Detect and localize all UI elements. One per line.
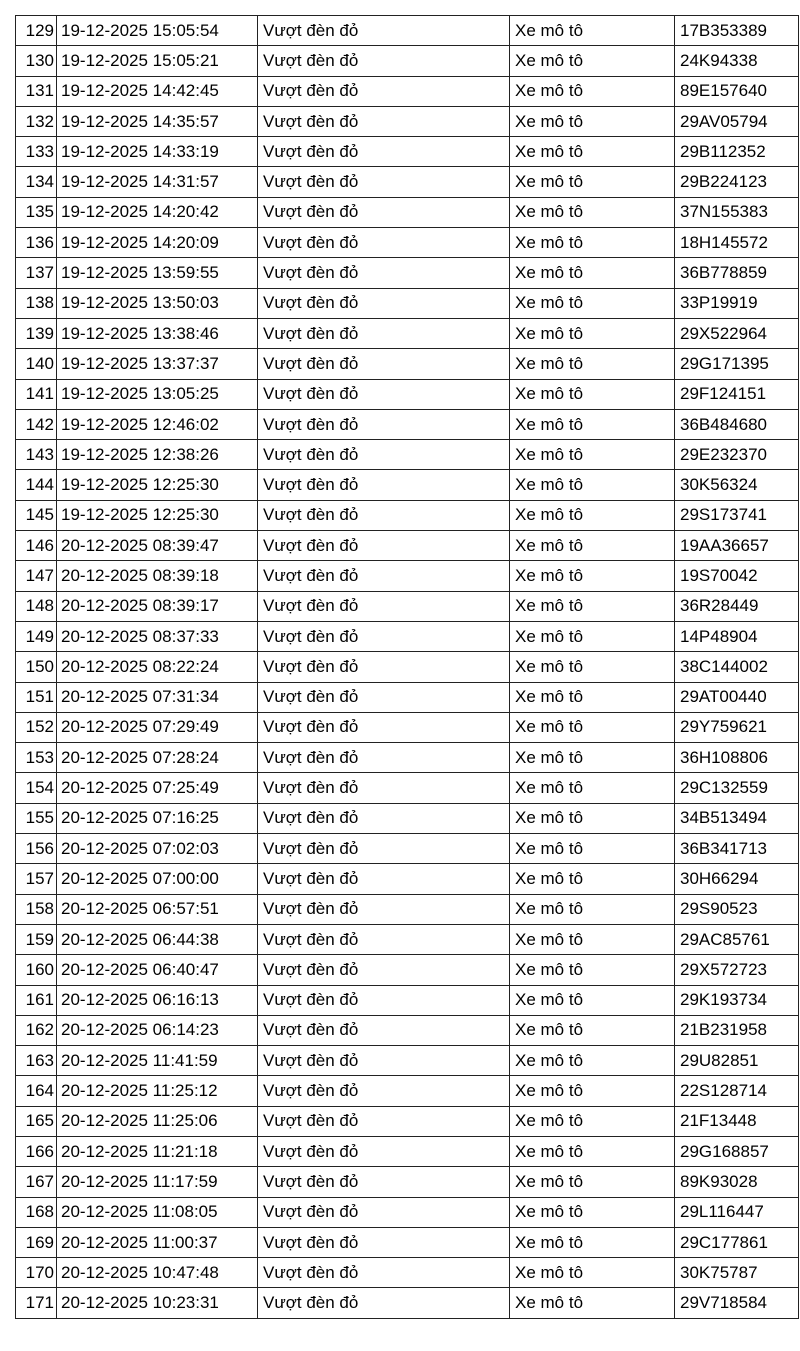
table-row [16,561,799,591]
vehicle-type-cell: Xe mô tô [510,985,675,1015]
license-plate-cell: 29AC85761 [675,924,799,954]
license-plate-cell: 18H145572 [675,228,799,258]
timestamp-cell: 20-12-2025 07:00:00 [57,864,258,894]
vehicle-type-cell: Xe mô tô [510,1015,675,1045]
license-plate-cell: 29U82851 [675,1046,799,1076]
table-row [16,652,799,682]
row-number-cell: 139 [16,318,57,348]
vehicle-type-cell: Xe mô tô [510,16,675,46]
timestamp-cell: 19-12-2025 14:33:19 [57,137,258,167]
timestamp-cell: 19-12-2025 13:59:55 [57,258,258,288]
vehicle-type-cell: Xe mô tô [510,228,675,258]
violation-cell: Vượt đèn đỏ [258,1076,510,1106]
table-row [16,1288,799,1318]
timestamp-cell: 20-12-2025 06:57:51 [57,894,258,924]
table-row [16,470,799,500]
table-row [16,228,799,258]
row-number-cell: 155 [16,803,57,833]
timestamp-cell: 20-12-2025 11:41:59 [57,1046,258,1076]
violation-cell: Vượt đèn đỏ [258,652,510,682]
license-plate-cell: 38C144002 [675,652,799,682]
table-row [16,1258,799,1288]
violation-cell: Vượt đèn đỏ [258,1227,510,1257]
row-number-cell: 148 [16,591,57,621]
timestamp-cell: 19-12-2025 13:37:37 [57,349,258,379]
timestamp-cell: 19-12-2025 14:31:57 [57,167,258,197]
timestamp-cell: 20-12-2025 07:16:25 [57,803,258,833]
timestamp-cell: 19-12-2025 12:46:02 [57,409,258,439]
license-plate-cell: 29AT00440 [675,682,799,712]
violation-cell: Vượt đèn đỏ [258,46,510,76]
row-number-cell: 138 [16,288,57,318]
license-plate-cell: 34B513494 [675,803,799,833]
table-row [16,1106,799,1136]
timestamp-cell: 19-12-2025 12:38:26 [57,440,258,470]
table-row [16,1046,799,1076]
vehicle-type-cell: Xe mô tô [510,864,675,894]
vehicle-type-cell: Xe mô tô [510,1076,675,1106]
table-row [16,621,799,651]
timestamp-cell: 19-12-2025 15:05:54 [57,16,258,46]
row-number-cell: 153 [16,743,57,773]
violation-cell: Vượt đèn đỏ [258,379,510,409]
license-plate-cell: 17B353389 [675,16,799,46]
row-number-cell: 129 [16,16,57,46]
row-number-cell: 171 [16,1288,57,1318]
violation-cell: Vượt đèn đỏ [258,318,510,348]
table-row [16,349,799,379]
table-row [16,1015,799,1045]
license-plate-cell: 29L116447 [675,1197,799,1227]
violation-cell: Vượt đèn đỏ [258,288,510,318]
violation-cell: Vượt đèn đỏ [258,803,510,833]
license-plate-cell: 29G171395 [675,349,799,379]
vehicle-type-cell: Xe mô tô [510,137,675,167]
license-plate-cell: 36B484680 [675,409,799,439]
vehicle-type-cell: Xe mô tô [510,470,675,500]
vehicle-type-cell: Xe mô tô [510,349,675,379]
row-number-cell: 168 [16,1197,57,1227]
vehicle-type-cell: Xe mô tô [510,1288,675,1318]
timestamp-cell: 20-12-2025 11:21:18 [57,1136,258,1166]
row-number-cell: 133 [16,137,57,167]
vehicle-type-cell: Xe mô tô [510,1136,675,1166]
row-number-cell: 154 [16,773,57,803]
row-number-cell: 149 [16,621,57,651]
timestamp-cell: 20-12-2025 11:08:05 [57,1197,258,1227]
violation-cell: Vượt đèn đỏ [258,76,510,106]
violation-cell: Vượt đèn đỏ [258,1046,510,1076]
vehicle-type-cell: Xe mô tô [510,621,675,651]
vehicle-type-cell: Xe mô tô [510,1227,675,1257]
license-plate-cell: 89E157640 [675,76,799,106]
violation-cell: Vượt đèn đỏ [258,743,510,773]
table-row [16,864,799,894]
table-row [16,955,799,985]
violation-cell: Vượt đèn đỏ [258,440,510,470]
vehicle-type-cell: Xe mô tô [510,318,675,348]
table-row [16,682,799,712]
license-plate-cell: 29B112352 [675,137,799,167]
timestamp-cell: 20-12-2025 11:25:06 [57,1106,258,1136]
timestamp-cell: 20-12-2025 11:25:12 [57,1076,258,1106]
vehicle-type-cell: Xe mô tô [510,106,675,136]
table-row [16,712,799,742]
table-row [16,743,799,773]
table-row [16,258,799,288]
license-plate-cell: 29C132559 [675,773,799,803]
table-row [16,924,799,954]
license-plate-cell: 30K75787 [675,1258,799,1288]
vehicle-type-cell: Xe mô tô [510,197,675,227]
violation-cell: Vượt đèn đỏ [258,924,510,954]
table-row [16,773,799,803]
row-number-cell: 164 [16,1076,57,1106]
license-plate-cell: 37N155383 [675,197,799,227]
violation-cell: Vượt đèn đỏ [258,228,510,258]
row-number-cell: 163 [16,1046,57,1076]
table-row [16,803,799,833]
row-number-cell: 137 [16,258,57,288]
row-number-cell: 158 [16,894,57,924]
table-row [16,591,799,621]
table-row [16,1167,799,1197]
vehicle-type-cell: Xe mô tô [510,440,675,470]
vehicle-type-cell: Xe mô tô [510,46,675,76]
license-plate-cell: 36H108806 [675,743,799,773]
table-row [16,985,799,1015]
violation-cell: Vượt đèn đỏ [258,16,510,46]
license-plate-cell: 30K56324 [675,470,799,500]
license-plate-cell: 19AA36657 [675,531,799,561]
vehicle-type-cell: Xe mô tô [510,1167,675,1197]
row-number-cell: 151 [16,682,57,712]
license-plate-cell: 22S128714 [675,1076,799,1106]
row-number-cell: 152 [16,712,57,742]
vehicle-type-cell: Xe mô tô [510,409,675,439]
vehicle-type-cell: Xe mô tô [510,561,675,591]
violation-cell: Vượt đèn đỏ [258,1197,510,1227]
table-row [16,288,799,318]
timestamp-cell: 20-12-2025 07:25:49 [57,773,258,803]
row-number-cell: 146 [16,531,57,561]
row-number-cell: 150 [16,652,57,682]
table-row [16,76,799,106]
row-number-cell: 156 [16,834,57,864]
vehicle-type-cell: Xe mô tô [510,531,675,561]
vehicle-type-cell: Xe mô tô [510,924,675,954]
row-number-cell: 160 [16,955,57,985]
table-row [16,318,799,348]
license-plate-cell: 29X522964 [675,318,799,348]
table-row [16,440,799,470]
vehicle-type-cell: Xe mô tô [510,1197,675,1227]
timestamp-cell: 20-12-2025 06:14:23 [57,1015,258,1045]
violation-cell: Vượt đèn đỏ [258,197,510,227]
timestamp-cell: 19-12-2025 14:20:42 [57,197,258,227]
table-row [16,46,799,76]
license-plate-cell: 33P19919 [675,288,799,318]
table-row [16,1076,799,1106]
license-plate-cell: 36B778859 [675,258,799,288]
timestamp-cell: 19-12-2025 12:25:30 [57,470,258,500]
row-number-cell: 157 [16,864,57,894]
row-number-cell: 159 [16,924,57,954]
violation-cell: Vượt đèn đỏ [258,349,510,379]
license-plate-cell: 29B224123 [675,167,799,197]
row-number-cell: 170 [16,1258,57,1288]
row-number-cell: 165 [16,1106,57,1136]
timestamp-cell: 19-12-2025 13:05:25 [57,379,258,409]
row-number-cell: 131 [16,76,57,106]
row-number-cell: 167 [16,1167,57,1197]
timestamp-cell: 20-12-2025 08:39:17 [57,591,258,621]
vehicle-type-cell: Xe mô tô [510,379,675,409]
timestamp-cell: 19-12-2025 14:42:45 [57,76,258,106]
vehicle-type-cell: Xe mô tô [510,500,675,530]
timestamp-cell: 20-12-2025 06:40:47 [57,955,258,985]
row-number-cell: 136 [16,228,57,258]
table-row [16,197,799,227]
license-plate-cell: 29C177861 [675,1227,799,1257]
timestamp-cell: 19-12-2025 13:50:03 [57,288,258,318]
table-row [16,409,799,439]
timestamp-cell: 20-12-2025 07:31:34 [57,682,258,712]
violation-cell: Vượt đèn đỏ [258,621,510,651]
license-plate-cell: 29AV05794 [675,106,799,136]
violation-cell: Vượt đèn đỏ [258,1015,510,1045]
vehicle-type-cell: Xe mô tô [510,258,675,288]
row-number-cell: 147 [16,561,57,591]
table-row [16,16,799,46]
vehicle-type-cell: Xe mô tô [510,773,675,803]
timestamp-cell: 19-12-2025 12:25:30 [57,500,258,530]
vehicle-type-cell: Xe mô tô [510,803,675,833]
license-plate-cell: 29V718584 [675,1288,799,1318]
license-plate-cell: 19S70042 [675,561,799,591]
table-row [16,1197,799,1227]
vehicle-type-cell: Xe mô tô [510,591,675,621]
license-plate-cell: 29G168857 [675,1136,799,1166]
vehicle-type-cell: Xe mô tô [510,76,675,106]
violation-cell: Vượt đèn đỏ [258,773,510,803]
table-row [16,531,799,561]
vehicle-type-cell: Xe mô tô [510,1046,675,1076]
license-plate-cell: 21B231958 [675,1015,799,1045]
license-plate-cell: 29S90523 [675,894,799,924]
violation-cell: Vượt đèn đỏ [258,1167,510,1197]
violation-cell: Vượt đèn đỏ [258,894,510,924]
license-plate-cell: 14P48904 [675,621,799,651]
violations-table [15,15,799,1319]
violation-cell: Vượt đèn đỏ [258,682,510,712]
license-plate-cell: 36B341713 [675,834,799,864]
vehicle-type-cell: Xe mô tô [510,834,675,864]
row-number-cell: 166 [16,1136,57,1166]
vehicle-type-cell: Xe mô tô [510,167,675,197]
violation-cell: Vượt đèn đỏ [258,1288,510,1318]
timestamp-cell: 19-12-2025 14:20:09 [57,228,258,258]
violation-cell: Vượt đèn đỏ [258,137,510,167]
vehicle-type-cell: Xe mô tô [510,955,675,985]
table-row [16,1227,799,1257]
timestamp-cell: 20-12-2025 10:47:48 [57,1258,258,1288]
timestamp-cell: 20-12-2025 07:29:49 [57,712,258,742]
violation-cell: Vượt đèn đỏ [258,1258,510,1288]
timestamp-cell: 20-12-2025 08:39:47 [57,531,258,561]
violation-cell: Vượt đèn đỏ [258,106,510,136]
row-number-cell: 132 [16,106,57,136]
violation-cell: Vượt đèn đỏ [258,834,510,864]
row-number-cell: 169 [16,1227,57,1257]
table-row [16,500,799,530]
table-row [16,106,799,136]
vehicle-type-cell: Xe mô tô [510,652,675,682]
timestamp-cell: 20-12-2025 07:28:24 [57,743,258,773]
timestamp-cell: 20-12-2025 08:37:33 [57,621,258,651]
violation-cell: Vượt đèn đỏ [258,864,510,894]
timestamp-cell: 20-12-2025 11:17:59 [57,1167,258,1197]
license-plate-cell: 30H66294 [675,864,799,894]
violation-cell: Vượt đèn đỏ [258,561,510,591]
license-plate-cell: 29F124151 [675,379,799,409]
row-number-cell: 145 [16,500,57,530]
violation-cell: Vượt đèn đỏ [258,985,510,1015]
table-row [16,137,799,167]
row-number-cell: 143 [16,440,57,470]
violation-cell: Vượt đèn đỏ [258,955,510,985]
vehicle-type-cell: Xe mô tô [510,743,675,773]
violation-cell: Vượt đèn đỏ [258,409,510,439]
table-row [16,1136,799,1166]
violation-cell: Vượt đèn đỏ [258,591,510,621]
row-number-cell: 135 [16,197,57,227]
table-row [16,167,799,197]
row-number-cell: 144 [16,470,57,500]
vehicle-type-cell: Xe mô tô [510,682,675,712]
violation-cell: Vượt đèn đỏ [258,1106,510,1136]
timestamp-cell: 20-12-2025 06:44:38 [57,924,258,954]
row-number-cell: 141 [16,379,57,409]
timestamp-cell: 19-12-2025 15:05:21 [57,46,258,76]
timestamp-cell: 20-12-2025 08:22:24 [57,652,258,682]
vehicle-type-cell: Xe mô tô [510,712,675,742]
violation-cell: Vượt đèn đỏ [258,167,510,197]
timestamp-cell: 19-12-2025 13:38:46 [57,318,258,348]
table-row [16,834,799,864]
timestamp-cell: 19-12-2025 14:35:57 [57,106,258,136]
row-number-cell: 134 [16,167,57,197]
violation-cell: Vượt đèn đỏ [258,470,510,500]
license-plate-cell: 29S173741 [675,500,799,530]
violation-cell: Vượt đèn đỏ [258,712,510,742]
timestamp-cell: 20-12-2025 11:00:37 [57,1227,258,1257]
vehicle-type-cell: Xe mô tô [510,288,675,318]
timestamp-cell: 20-12-2025 08:39:18 [57,561,258,591]
table-row [16,894,799,924]
timestamp-cell: 20-12-2025 06:16:13 [57,985,258,1015]
row-number-cell: 142 [16,409,57,439]
license-plate-cell: 29X572723 [675,955,799,985]
violation-cell: Vượt đèn đỏ [258,500,510,530]
violation-cell: Vượt đèn đỏ [258,531,510,561]
license-plate-cell: 29K193734 [675,985,799,1015]
violations-table-body [16,16,799,1319]
license-plate-cell: 29Y759621 [675,712,799,742]
vehicle-type-cell: Xe mô tô [510,1258,675,1288]
table-row [16,379,799,409]
license-plate-cell: 24K94338 [675,46,799,76]
license-plate-cell: 36R28449 [675,591,799,621]
row-number-cell: 140 [16,349,57,379]
row-number-cell: 162 [16,1015,57,1045]
license-plate-cell: 21F13448 [675,1106,799,1136]
license-plate-cell: 29E232370 [675,440,799,470]
violation-cell: Vượt đèn đỏ [258,1136,510,1166]
vehicle-type-cell: Xe mô tô [510,1106,675,1136]
row-number-cell: 130 [16,46,57,76]
violation-cell: Vượt đèn đỏ [258,258,510,288]
license-plate-cell: 89K93028 [675,1167,799,1197]
timestamp-cell: 20-12-2025 07:02:03 [57,834,258,864]
vehicle-type-cell: Xe mô tô [510,894,675,924]
row-number-cell: 161 [16,985,57,1015]
timestamp-cell: 20-12-2025 10:23:31 [57,1288,258,1318]
